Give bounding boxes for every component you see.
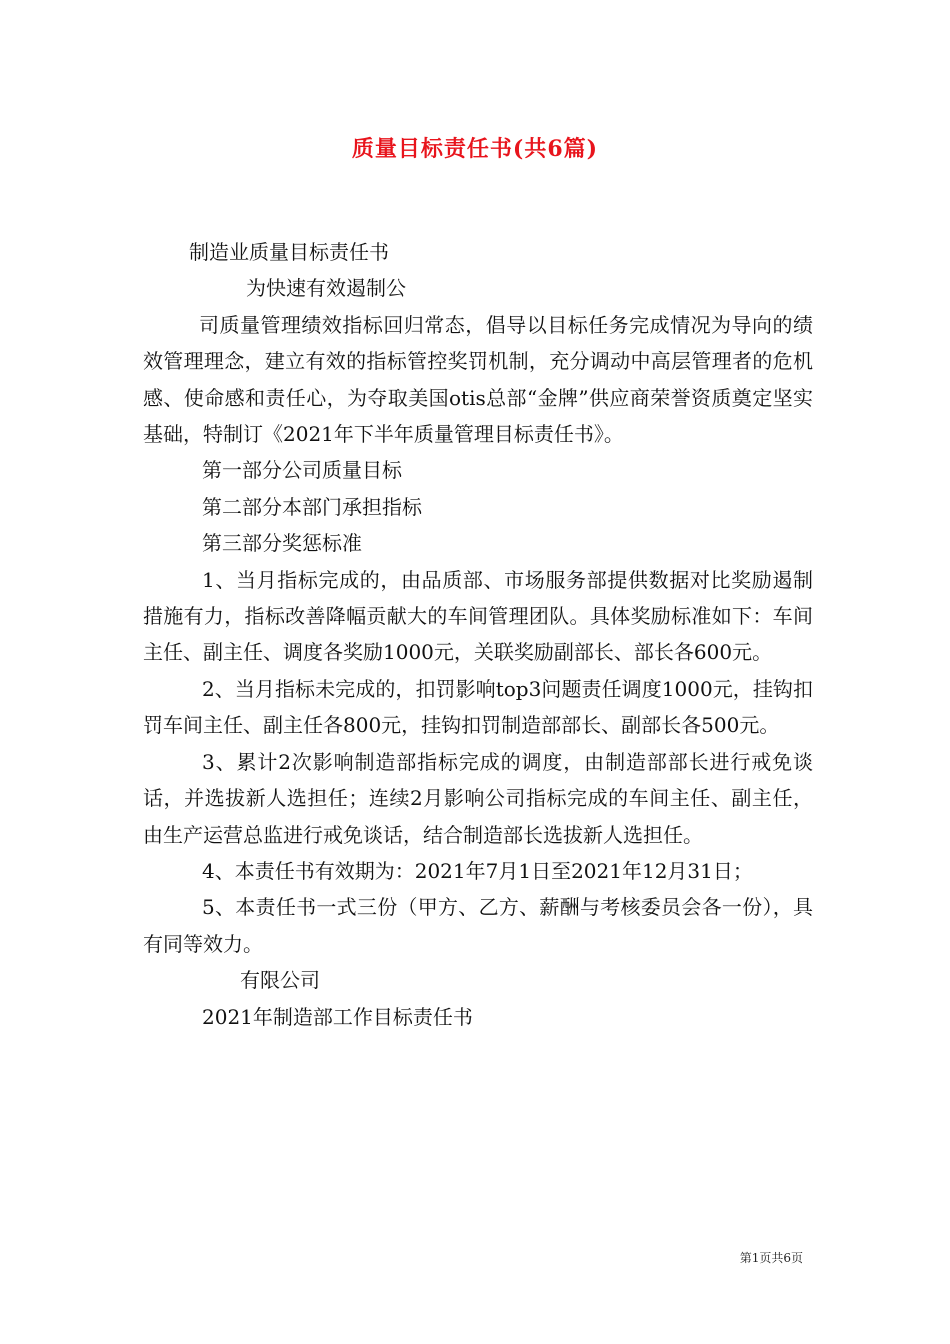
paragraph-item-5: 5、本责任书一式三份（甲方、乙方、薪酬与考核委员会各一份），具有同等效力。 [143,895,813,956]
paragraph-intro: 司质量管理绩效指标回归常态，倡导以目标任务完成情况为导向的绩效管理理念，建立有效的指标管控奖罚机制，充分调动中高层管理者的危机感、使命感和责任心，为夺取美国otis总部“金牌”供应商荣誉资质奠定坚实基础，特制订《2021年下半年质量管理目标责任书》。 [143,312,813,447]
paragraph-intro-fragment: 为快速有效遏制公 [246,276,406,301]
paragraph-subtitle: 制造业质量目标责任书 [189,240,389,264]
document-title: 质量目标责任书(共6篇) [351,136,599,162]
paragraph-item-1: 1、当月指标完成的，由品质部、市场服务部提供数据对比奖励遏制措施有力，指标改善降幅贡献大的车间管理团队。具体奖励标准如下：车间主任、副主任、调度各奖励1000元，关联奖励副部长、部长各600元。 [143,567,813,665]
paragraph-item-4: 4、本责任书有效期为：2021年7月1日至2021年12月31日； [202,858,753,883]
paragraph-part-one: 第一部分公司质量目标 [202,458,402,483]
paragraph-next-title: 2021年制造部工作目标责任书 [202,1004,473,1029]
paragraph-item-3: 3、累计2次影响制造部指标完成的调度，由制造部部长进行戒免谈话，并选拔新人选担任；连续2月影响公司指标完成的车间主任、副主任，由生产运营总监进行戒免谈话，结合制造部长选拔新人选担任。 [143,749,813,847]
page-number-footer: 第1页共6页 [739,1251,803,1265]
paragraph-company: 有限公司 [240,968,320,993]
document-body [143,234,813,1035]
paragraph-item-2: 2、当月指标未完成的，扣罚影响top3问题责任调度1000元，挂钩扣罚车间主任、副主任各800元，挂钩扣罚制造部部长、副部长各500元。 [143,676,813,738]
paragraph-part-three: 第三部分奖惩标准 [202,531,362,556]
paragraph-part-two: 第二部分本部门承担指标 [202,494,422,519]
